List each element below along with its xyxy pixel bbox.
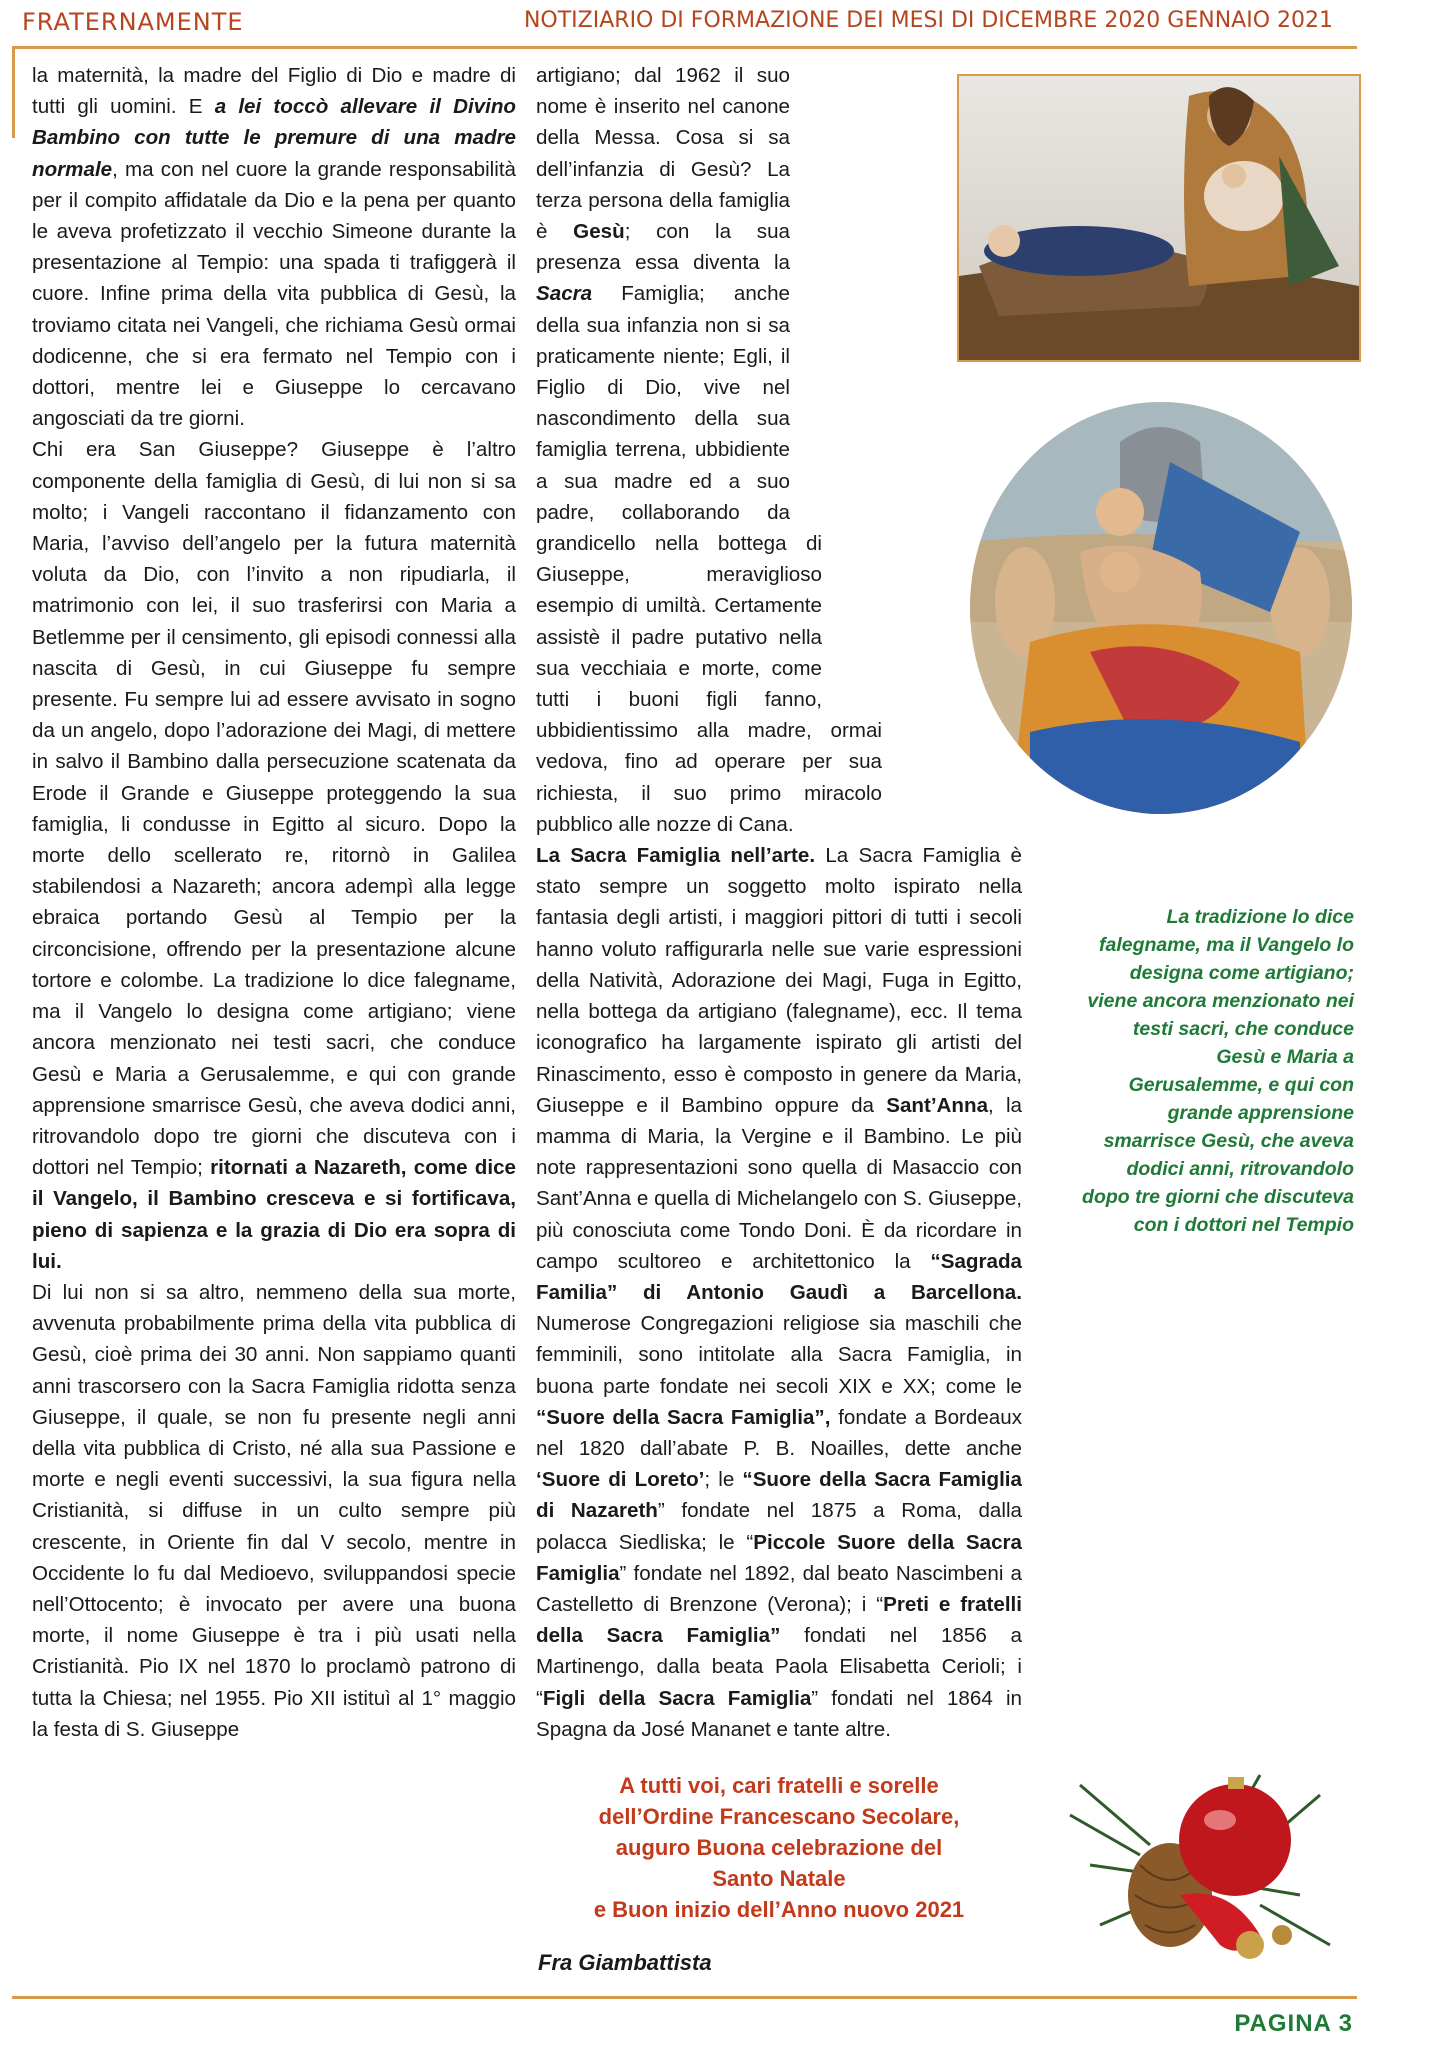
paragraph: Di lui non si sa altro, nemmeno della sua morte, avvenuta probabilmente prima della vita pubblica di Gesù, cioè prima dei 30 anni. Non sappiamo quanti anni trascorsero con la Sacra Famiglia ridotta senza Giuseppe, il quale, se non fu presente negli anni della vita pubblica di Cristo, né alla sua Passione e morte e negli eventi successivi, la sua figura nella Cristianità, si diffuse in un culto sempre più crescente, in Oriente fin dal V secolo, mentre in Occidente lo fu dal Medioevo, sviluppandosi specie nell’Ottocento; è invocato per avere una buona morte, il nome Giuseppe è tra i più usati nella Cristianità. Pio IX nel 1870 lo proclamò patrono di tutta la Chiesa; nel 1955. Pio XII istituì al 1° maggio la festa di S. Giuseppe bbox=[32, 1280, 516, 1741]
paragraph: La Sacra Famiglia nell’arte. La Sacra Famiglia è stato sempre un soggetto molto ispirato nella fantasia degli artisti, i maggiori pittori di tutti i secoli hanno voluto raffigurarla nelle sue varie espressioni della Natività, Adorazione dei Magi, Fuga in Egitto, nella bottega da artigiano (falegname), ecc. Il tema iconografico ha largamente ispirato gli artisti del Rinascimento, esso è composto in genere da Maria, Giuseppe e il Bambino oppure da Sant’Anna, la mamma di Maria, la Vergine e il Bambino. Le più note rappresentazioni sono quella di Masaccio con Sant’Anna e quella di Michelangelo con S. Giuseppe, più conosciuta come Tondo Doni. È da ricordare in campo scultoreo e architettonico la “Sagrada Familia” di Antonio Gaudì a Barcellona. Numerose Congregazioni religiose sia maschili che femminili, sono intitolate alla Sacra Famiglia, in buona parte fondate nei secoli XIX e XX; come le “Suore della Sacra Famiglia”, fondate a Bordeaux nel 1820 dall’abate P. B. Noailles, dette anche ‘Suore di Loreto’; le “Suore della Sacra Famiglia di Nazareth” fondate nel 1875 a Roma, dalla polacca Siedliska; le “Piccole Suore della Sacra Famiglia” fondate nel 1892, dal beato Nascimbeni a Castelletto di Brenzone (Verona); i “Preti e fratelli della Sacra Famiglia” fondati nel 1856 a Martinengo, dalla beata Paola Elisabetta Cerioli; i “Figli della Sacra Famiglia” fondati nel 1864 in Spagna da José Mananet e tante altre. bbox=[536, 844, 1023, 1741]
article-column-2 bbox=[536, 60, 1022, 1880]
christmas-ornament-image bbox=[1060, 1745, 1360, 1985]
article-column-1 bbox=[32, 60, 516, 1990]
header-rule bbox=[12, 46, 1357, 49]
tondo-doni-painting bbox=[970, 402, 1352, 814]
publication-title: FRATERNAMENTE bbox=[22, 8, 244, 36]
author-signature: Fra Giambattista bbox=[538, 1950, 712, 1975]
footer-rule bbox=[12, 1996, 1357, 1999]
pull-quote: La tradizione lo dice falegname, ma il Vangelo lo designa come artigiano; viene ancora menzionato nei testi sacri, che conduce Gesù e Maria a Gerusalemme, e qui con grande apprensione smarrisce Gesù, che aveva dodici anni, ritrovandolo dopo tre giorni che discuteva con i dottori nel Tempio bbox=[1082, 906, 1354, 1236]
page-header bbox=[0, 0, 1433, 52]
margin-rule bbox=[12, 46, 15, 138]
paragraph: la maternità, la madre del Figlio di Dio e madre di tutti gli uomini. E a lei toccò allevare il Divino Bambino con tutte le premure di una madre normale, ma con nel cuore la grande responsabilità per il compito affidatale da Dio e la pena per quanto le aveva profetizzato il vecchio Simeone durante la presentazione al Tempio: una spada ti trafiggerà il cuore. Infine prima della vita pubblica di Gesù, la troviamo citata nei Vangeli, che richiama Gesù ormai dodicenne, che si era fermato nel Tempio con i dottori, mentre lei e Giuseppe lo cercavano angosciati da tre giorni. bbox=[32, 64, 516, 431]
christmas-greeting: A tutti voi, cari fratelli e sorelle dell’Ordine Francescano Secolare, auguro Buona celebrazione del Santo Natale e Buon inizio dell’Anno nuovo 2021 bbox=[593, 1773, 965, 1922]
nativity-scene-photo bbox=[957, 74, 1361, 362]
paragraph: artigiano; dal 1962 il suo nome è inserito nel canone della Messa. Cosa si sa dell’infanzia di Gesù? La terza persona della famiglia è Gesù; con la sua presenza essa diventa la Sacra Famiglia; anche della sua infanzia non si sa praticamente niente; Egli, il Figlio di Dio, vive nel nascondimento della sua famiglia terrena, ubbidiente a sua madre ed a suo padre, collaborando da grandicello nella bottega di Giuseppe, meraviglioso esempio di umiltà. Certamente assistè il padre putativo nella sua vecchiaia e morte, come tutti i buoni figli fanno, ubbidientissimo alla madre, ormai vedova, fino ad operare per sua richiesta, il suo primo miracolo pubblico alle nozze di Cana. bbox=[536, 64, 882, 836]
page-number: PAGINA 3 bbox=[1234, 2010, 1353, 2037]
issue-title: NOTIZIARIO DI FORMAZIONE DEI MESI DI DICEMBRE 2020 GENNAIO 2021 bbox=[523, 8, 1333, 33]
section-title: La Sacra Famiglia nell’arte. bbox=[536, 844, 816, 868]
paragraph: Chi era San Giuseppe? Giuseppe è l’altro componente della famiglia di Gesù, di lui non si sa molto; i Vangeli raccontano il fidanzamento con Maria, l’avviso dell’angelo per la futura maternità voluta da Dio, con l’invito a non ripudiarla, il matrimonio con lei, il suo trasferirsi con Maria a Betlemme per il censimento, gli episodi connessi alla nascita di Gesù, in cui Giuseppe fu sempre presente. Fu sempre lui ad essere avvisato in sogno da un angelo, dopo l’adorazione dei Magi, di mettere in salvo il Bambino dalla persecuzione scatenata da Erode il Grande e Giuseppe proteggendo la sua famiglia, li condusse in Egitto al sicuro. Dopo la morte dello scellerato re, ritornò in Galilea stabilendosi a Nazareth; ancora adempì alla legge ebraica portando Gesù al Tempio per la circoncisione, offrendo per la presentazione alcune tortore e colombe. La tradizione lo dice falegname, ma il Vangelo lo designa come artigiano; viene ancora menzionato nei testi sacri, che conduce Gesù e Maria a Gerusalemme, e qui con grande apprensione smarrisce Gesù, che aveva dodici anni, ritrovandolo dopo tre giorni che discuteva con i dottori nel Tempio; ritornati a Nazareth, come dice il Vangelo, il Bambino cresceva e si fortificava, pieno di sapienza e la grazia di Dio era sopra di lui. bbox=[32, 438, 516, 1273]
